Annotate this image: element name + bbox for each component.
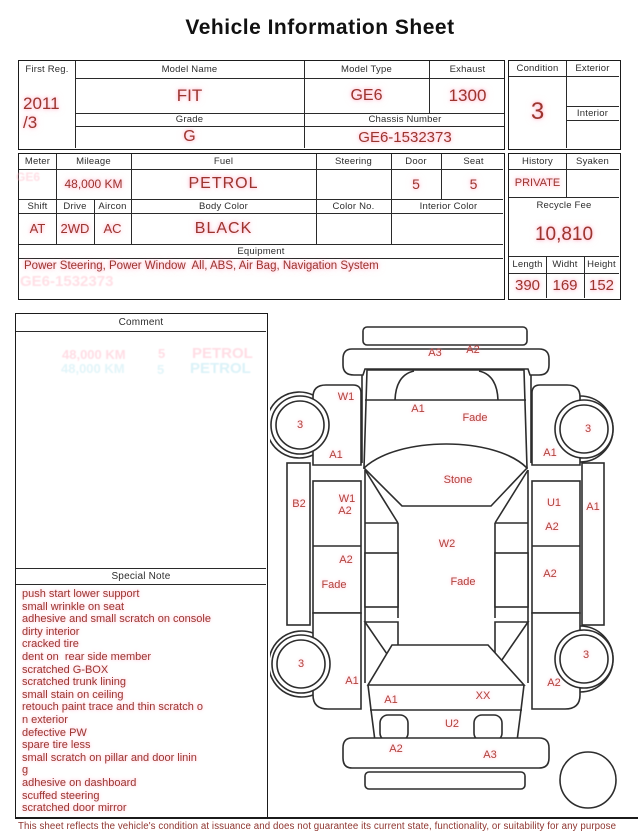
special-note-line: small scratch on pillar and door linin	[22, 751, 197, 764]
damage-code-label: XX	[475, 690, 491, 702]
special-note-line: defective PW	[22, 726, 87, 739]
door-value: 5	[412, 176, 420, 192]
special-note-line: n exterior	[22, 713, 68, 726]
chassis-number-value: GE6-1532373	[358, 128, 452, 146]
condition-label: Condition	[516, 63, 559, 74]
damage-code-label: A2	[543, 568, 557, 580]
special-note-line: dent on rear side member	[22, 650, 152, 663]
damage-code-label: A1	[543, 447, 557, 459]
ghost-text: GE6	[16, 170, 41, 184]
width-label: Widht	[552, 259, 578, 270]
recycle-fee-value: 10,810	[534, 223, 594, 245]
model-name-value: FIT	[176, 85, 203, 105]
model-type-label: Model Type	[341, 64, 392, 75]
damage-code-label: U1	[546, 497, 562, 509]
bottom-rule	[15, 817, 638, 819]
model-type-value: GE6	[350, 86, 383, 104]
spec-table	[18, 153, 505, 300]
grade-label: Grade	[175, 114, 204, 125]
ghost-text: 5	[157, 362, 165, 377]
ghost-text: 5	[158, 346, 166, 361]
damage-code-label: U2	[444, 718, 460, 730]
exhaust-value: 1300	[448, 85, 487, 105]
car-damage-diagram	[270, 313, 640, 818]
special-note-line: scuffed steering	[22, 789, 100, 802]
damage-code-label: Fade	[321, 579, 347, 591]
special-note-line: scratched G-BOX	[22, 663, 109, 676]
steering-label: Steering	[335, 156, 372, 167]
color-no-label: Color No.	[332, 200, 375, 212]
damage-code-label: A1	[411, 403, 425, 415]
shift-value: AT	[29, 221, 46, 236]
history-table	[508, 153, 621, 300]
exterior-value	[566, 76, 619, 106]
ghost-text: PETROL	[192, 345, 253, 362]
interior-label: Interior	[576, 107, 609, 119]
door-label: Door	[405, 156, 427, 167]
first-reg-label: First Reg.	[25, 64, 69, 75]
special-note-line: push start lower support	[22, 588, 140, 600]
special-note-line: retouch paint trace and thin scratch o	[22, 701, 203, 714]
exterior-label: Exterior	[575, 63, 610, 74]
special-note-line: adhesive and small scratch on console	[22, 613, 211, 626]
drive-value: 2WD	[60, 221, 90, 236]
damage-code-label: A1	[345, 675, 359, 687]
drive-label: Drive	[63, 200, 87, 212]
damage-code-label: A2	[338, 505, 352, 517]
length-label: Length	[512, 259, 543, 270]
interior-color-value	[391, 213, 506, 244]
height-value: 152	[588, 277, 615, 294]
damage-code-label: Fade	[462, 412, 488, 424]
exhaust-label: Exhaust	[449, 64, 486, 75]
interior-value	[566, 120, 619, 148]
special-note-line: scratched door mirror	[22, 802, 127, 815]
special-note-line: adhesive on dashboard	[22, 776, 137, 789]
damage-code-label: A3	[483, 749, 497, 761]
model-name-label: Model Name	[161, 64, 218, 75]
history-value: PRIVATE	[514, 177, 561, 189]
disclaimer-footer: This sheet reflects the vehicle's condition at issuance and does not guarantee its current state, functionality, or suitability for any purpose	[18, 821, 617, 832]
recycle-fee-label: Recycle Fee	[536, 199, 592, 211]
damage-code-label: W1	[337, 391, 355, 403]
syaken-label: Syaken	[576, 156, 609, 167]
aircon-value: AC	[103, 221, 122, 236]
mileage-value: 48,000 KM	[64, 177, 123, 191]
damage-code-label: Stone	[443, 474, 473, 486]
special-note-line: small stain on ceiling	[22, 688, 124, 701]
damage-code-label: W1	[338, 493, 356, 505]
color-no-value	[316, 213, 391, 244]
damage-code-label: W2	[438, 538, 456, 550]
damage-code-label: A3	[428, 347, 442, 359]
damage-code-label: Fade	[450, 576, 476, 588]
condition-value: 3	[530, 98, 545, 125]
comment-label: Comment	[118, 317, 164, 328]
grade-value: G	[183, 128, 196, 145]
meter-label: Meter	[24, 156, 51, 167]
special-note-line: spare tire less	[22, 739, 91, 752]
equipment-label: Equipment	[237, 245, 285, 257]
ghost-text: PETROL	[190, 360, 251, 377]
damage-code-label: B2	[292, 498, 306, 510]
special-note-line: scratched trunk lining	[22, 676, 126, 689]
condition-table	[508, 60, 621, 150]
damage-code-label: 3	[296, 419, 304, 431]
fuel-label: Fuel	[213, 156, 234, 167]
ghost-text: 48,000 KM	[62, 347, 126, 362]
length-value: 390	[514, 277, 541, 294]
history-label: History	[522, 156, 553, 167]
damage-code-label: A2	[389, 743, 403, 755]
body-color-value: BLACK	[194, 219, 253, 237]
damage-code-labels	[270, 313, 640, 818]
ghost-text: GE6-1532373	[20, 273, 114, 290]
special-note-line: dirty interior	[22, 625, 80, 638]
damage-code-label: A2	[466, 344, 480, 356]
seat-label: Seat	[463, 156, 484, 167]
meter-value	[19, 169, 56, 199]
fuel-value: PETROL	[188, 175, 259, 192]
mileage-label: Mileage	[76, 156, 111, 167]
height-label: Height	[587, 259, 616, 270]
width-value: 169	[552, 277, 578, 294]
chassis-number-label: Chassis Number	[368, 114, 442, 125]
special-note-label: Special Note	[111, 570, 171, 582]
interior-color-label: Interior Color	[419, 200, 478, 212]
shift-label: Shift	[27, 200, 48, 212]
damage-code-label: A1	[329, 449, 343, 461]
damage-code-label: A1	[384, 694, 398, 706]
special-note-list	[22, 588, 263, 815]
identity-table	[18, 60, 505, 150]
damage-code-label: 3	[582, 649, 590, 661]
syaken-value	[566, 169, 619, 197]
equipment-value: Power Steering, Power Window All, ABS, Air Bag, Navigation System	[24, 260, 379, 272]
seat-value: 5	[469, 176, 478, 192]
aircon-label: Aircon	[98, 200, 127, 212]
body-color-label: Body Color	[199, 200, 248, 212]
damage-code-label: 3	[297, 658, 305, 670]
comment-panel	[15, 313, 268, 818]
damage-code-label: A2	[547, 677, 561, 689]
page-title: Vehicle Information Sheet	[185, 16, 455, 39]
special-note-line: cracked tire	[22, 638, 79, 651]
first-reg-value: 2011 /3	[23, 94, 60, 132]
ghost-text: 48,000 KM	[61, 361, 125, 376]
damage-code-label: A2	[545, 521, 559, 533]
damage-code-label: A2	[339, 554, 353, 566]
damage-code-label: 3	[584, 423, 592, 435]
steering-value	[316, 169, 391, 199]
special-note-line: small wrinkle on seat	[22, 600, 125, 613]
damage-code-label: A1	[586, 501, 600, 513]
special-note-line: g	[22, 764, 29, 777]
